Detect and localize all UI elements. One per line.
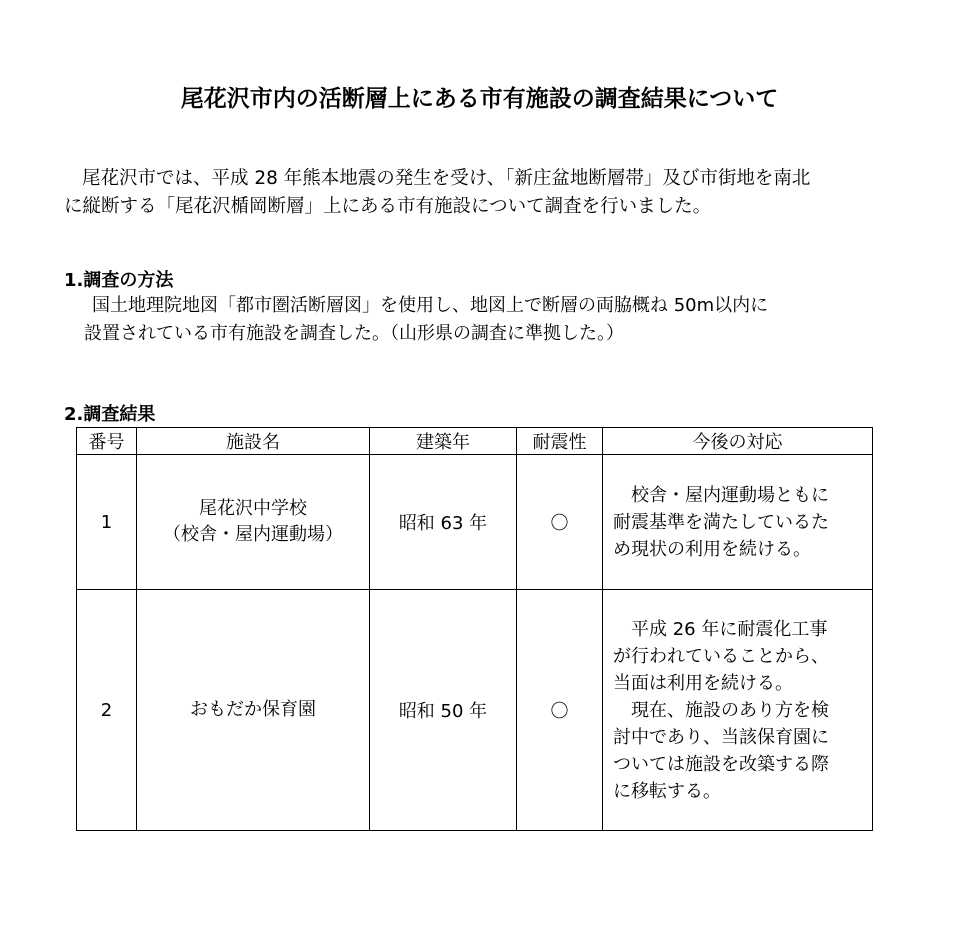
section-1-heading: 1.調査の方法 bbox=[64, 270, 174, 291]
facility-name-cell bbox=[137, 590, 370, 831]
build-year: 昭和 50 年 bbox=[370, 590, 517, 831]
build-year: 昭和 63 年 bbox=[370, 455, 517, 590]
response-line: 校舎・屋内運動場ともに bbox=[631, 484, 829, 506]
method-line-2: 設置されている市有施設を調査した。（山形県の調査に準拠した。） bbox=[84, 323, 624, 344]
intro-line-2: に縦断する「尾花沢楯岡断層」上にある市有施設について調査を行いました。 bbox=[64, 196, 712, 217]
header-facility-name: 施設名 bbox=[137, 428, 370, 455]
response-line: が行われていることから、 bbox=[613, 645, 829, 667]
facility-name-cell bbox=[137, 455, 370, 590]
response-line: に移転する。 bbox=[613, 780, 721, 802]
seismic-status: 〇 bbox=[517, 590, 603, 831]
section-2-heading: 2.調査結果 bbox=[64, 404, 156, 425]
response-line: 現在、施設のあり方を検 bbox=[631, 699, 829, 721]
response-line: 当面は利用を続ける。 bbox=[613, 672, 793, 694]
header-response: 今後の対応 bbox=[603, 428, 873, 455]
header-seismic: 耐震性 bbox=[517, 428, 603, 455]
intro-paragraph bbox=[64, 165, 904, 221]
response-cell bbox=[603, 455, 873, 590]
response-line: 討中であり、当該保育園に bbox=[613, 726, 829, 748]
response-line: 耐震基準を満たしているた bbox=[613, 511, 829, 533]
method-paragraph bbox=[64, 292, 904, 348]
seismic-status: 〇 bbox=[517, 455, 603, 590]
table-row bbox=[77, 590, 873, 831]
response-line: ついては施設を改築する際 bbox=[613, 753, 829, 775]
response-cell bbox=[603, 590, 873, 831]
facility-name: おもだか保育園 bbox=[190, 699, 316, 720]
results-table bbox=[76, 427, 873, 831]
row-number: 1 bbox=[77, 455, 137, 590]
intro-line-1: 尾花沢市では、平成 28 年熊本地震の発生を受け、「新庄盆地断層帯」及び市街地を南北 bbox=[82, 168, 811, 189]
header-number: 番号 bbox=[77, 428, 137, 455]
table-row bbox=[77, 455, 873, 590]
header-build-year: 建築年 bbox=[370, 428, 517, 455]
row-number: 2 bbox=[77, 590, 137, 831]
response-line: 平成 26 年に耐震化工事 bbox=[631, 618, 828, 640]
response-line: め現状の利用を続ける。 bbox=[613, 538, 811, 560]
facility-name-detail: （校舎・屋内運動場） bbox=[163, 524, 343, 545]
facility-name: 尾花沢中学校 bbox=[199, 498, 307, 519]
method-line-1: 国土地理院地図「都市圏活断層図」を使用し、地図上で断層の両脇概ね 50m以内に bbox=[92, 295, 769, 316]
table-header-row bbox=[77, 428, 873, 455]
page-title: 尾花沢市内の活断層上にある市有施設の調査結果について bbox=[180, 86, 779, 112]
